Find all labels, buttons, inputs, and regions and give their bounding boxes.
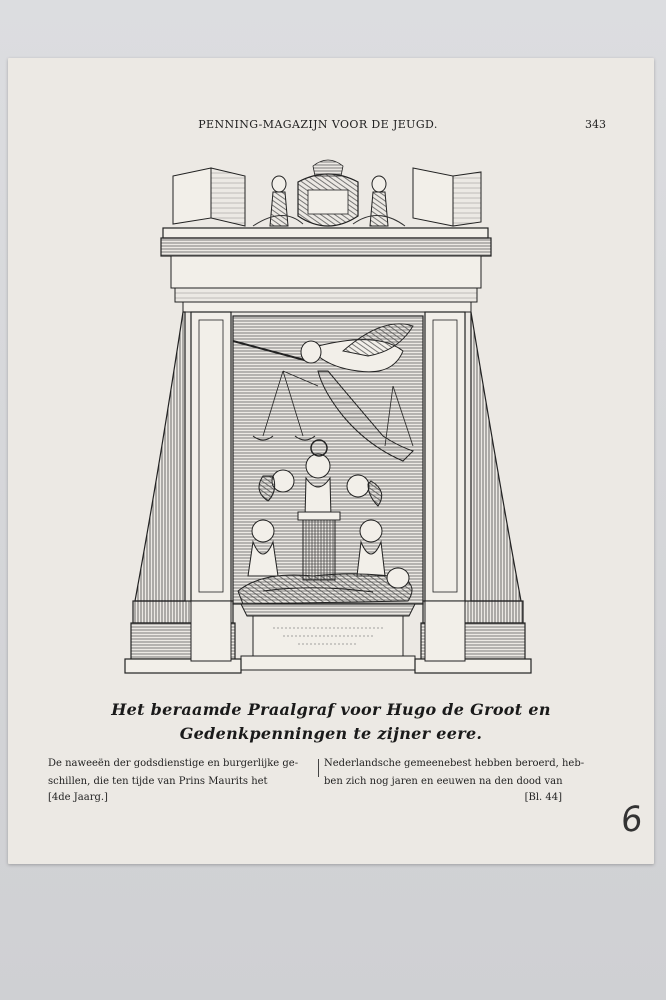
footer-sheet: [Bl. 44]	[524, 792, 562, 803]
footer-volume: [4de Jaarg.]	[48, 792, 108, 803]
body-right-line: ben zich nog jaren en eeuwen na den dood van	[324, 776, 563, 787]
body-left-column	[48, 755, 316, 791]
crest-group	[173, 160, 481, 226]
printed-page	[8, 58, 654, 864]
body-left-line: De naweeën der godsdienstige en burgerlijke ge-	[48, 758, 299, 769]
page-number: 343	[585, 118, 606, 131]
handwritten-number: 6	[618, 798, 646, 842]
column-divider	[318, 759, 319, 777]
cornice	[161, 228, 491, 312]
caption-line-1: Het beraamde Praalgraf voor Hugo de Groot en	[111, 700, 551, 719]
engraving-tomb-monument-icon	[113, 146, 543, 681]
running-header-title: PENNING-MAGAZIJN VOOR DE JEUGD.	[198, 118, 438, 131]
tomb-base	[241, 604, 415, 670]
body-left-line: schillen, die ten tijde van Prins Maurits het	[48, 776, 268, 787]
caption-line-2: Gedenkpenningen te zijner eere.	[179, 724, 483, 743]
body-right-column	[324, 755, 608, 791]
body-right-line: Nederlandsche gemeenebest hebben beroerd, heb-	[324, 758, 585, 769]
